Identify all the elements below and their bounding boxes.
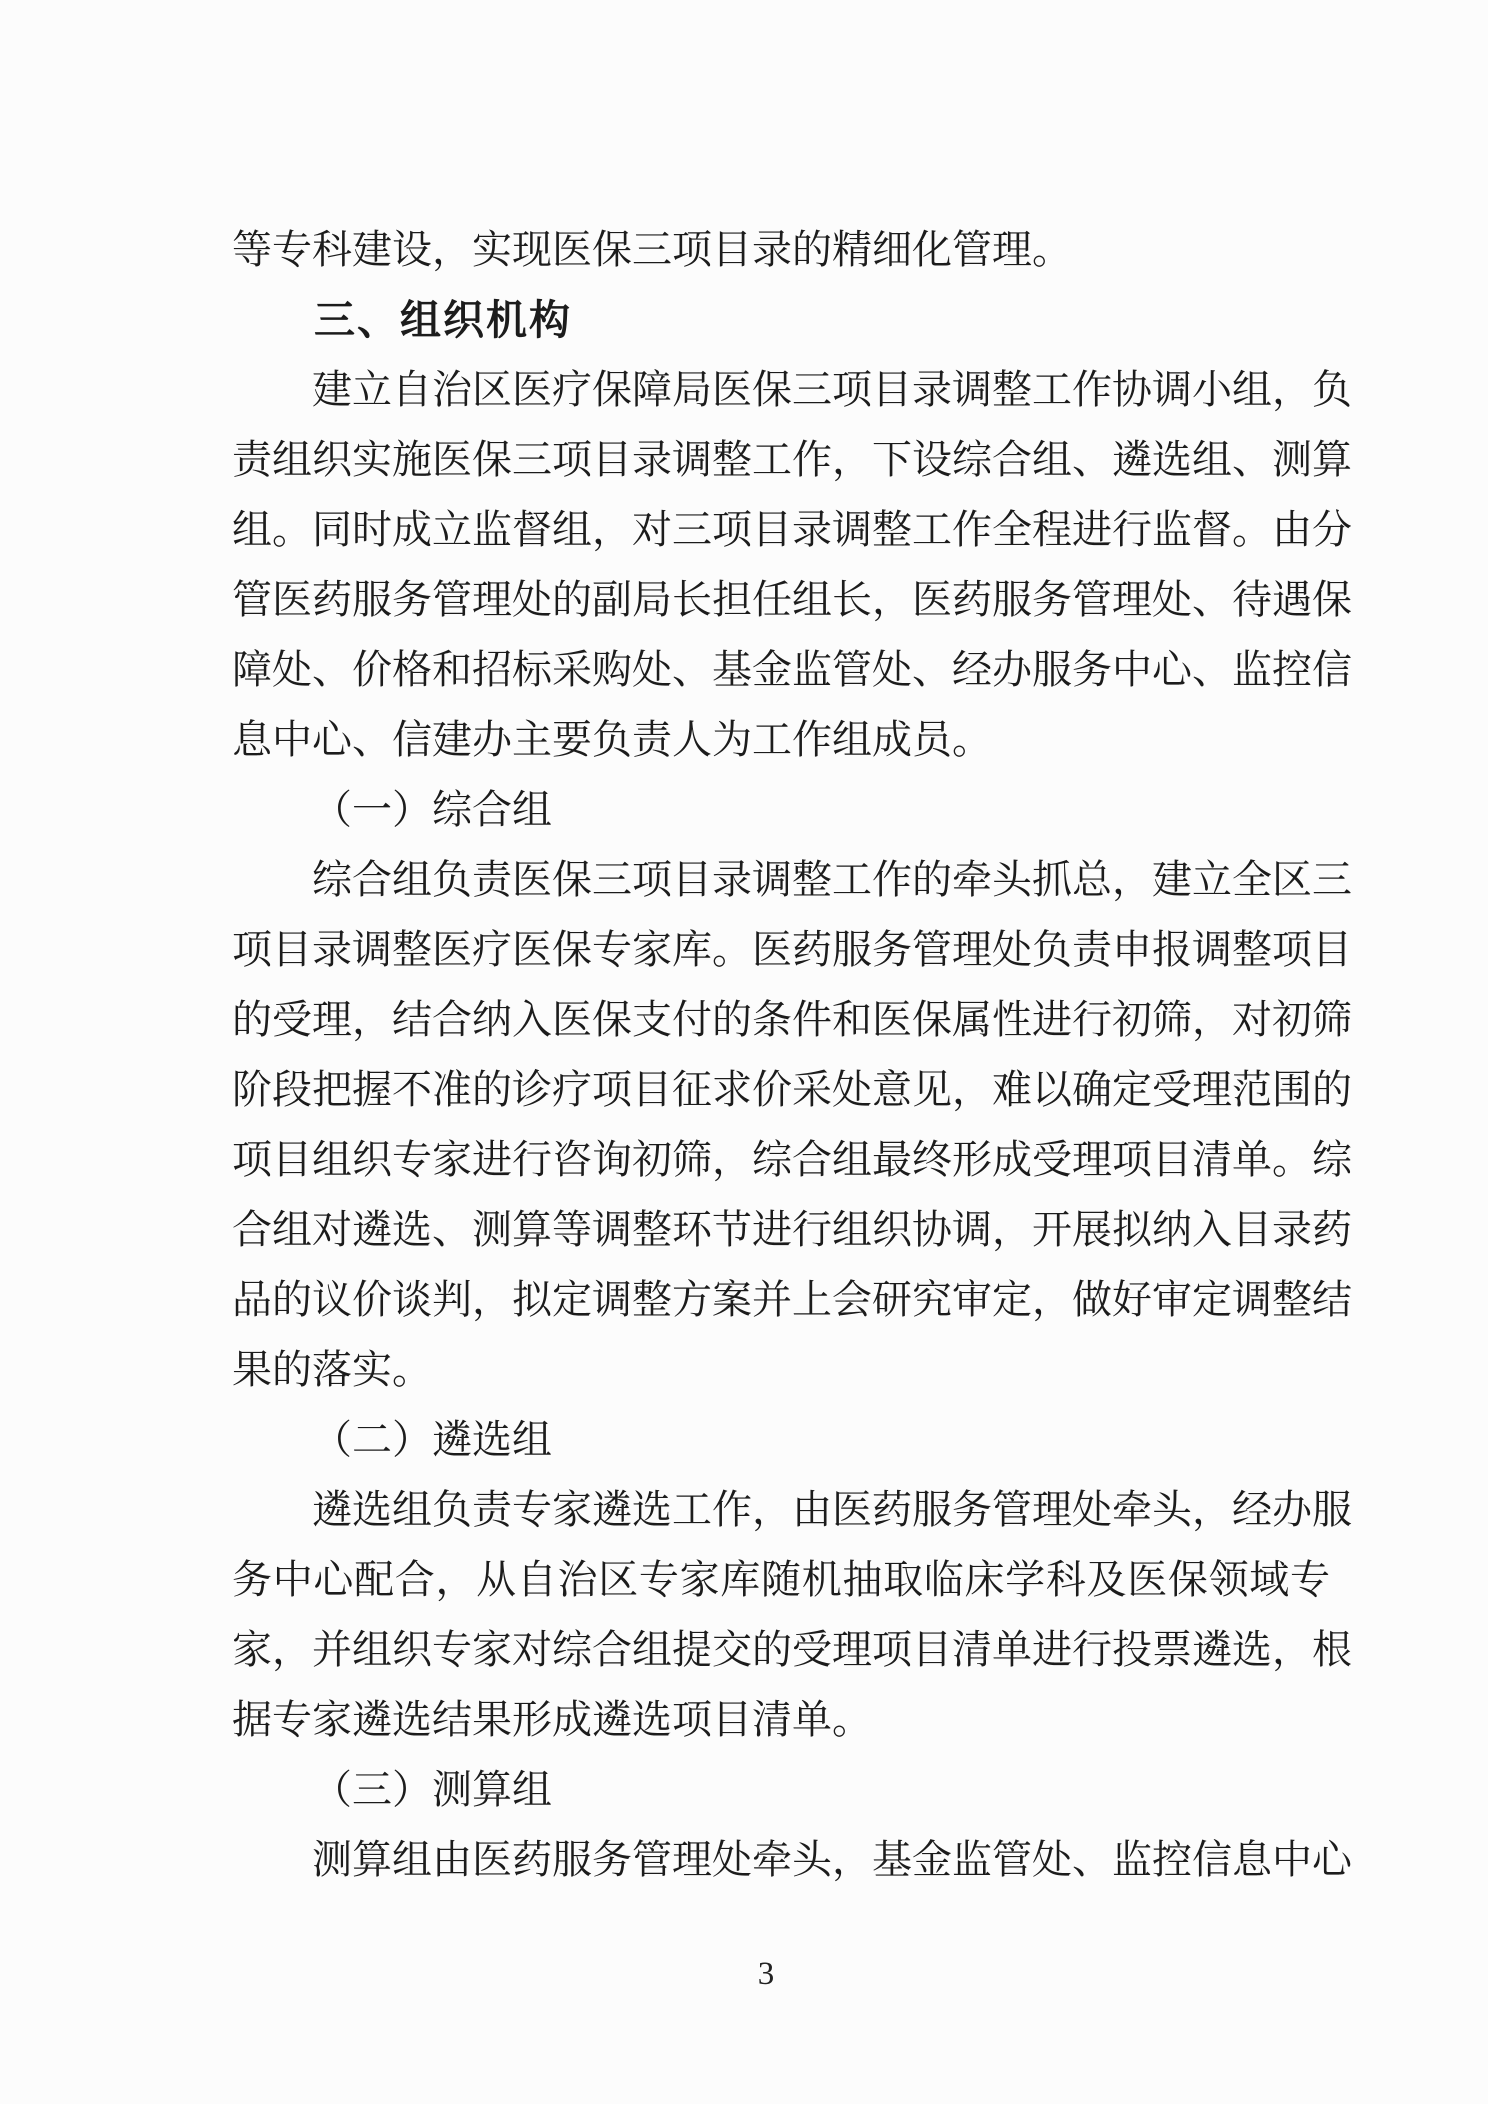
paragraph-comprehensive-group (232, 845, 1352, 1405)
body-line: 遴选组负责专家遴选工作，由医药服务管理处牵头，经办服 (312, 1487, 1352, 1532)
body-line: 责组织实施医保三项目录调整工作，下设综合组、遴选组、测算 (232, 437, 1352, 482)
document-body (232, 215, 1352, 1895)
section-heading-organization: 三、组织机构 (314, 297, 572, 343)
body-line: 果的落实。 (232, 1347, 432, 1392)
body-line: 综合组负责医保三项目录调整工作的牵头抓总，建立全区三 (312, 857, 1352, 902)
body-line: 务中心配合，从自治区专家库随机抽取临床学科及医保领域专 (232, 1557, 1330, 1602)
paragraph-selection-group (232, 1475, 1352, 1755)
body-line: 项目组织专家进行咨询初筛，综合组最终形成受理项目清单。综 (232, 1137, 1352, 1182)
page-footer (0, 1952, 1488, 1996)
body-line: 项目录调整医疗医保专家库。医药服务管理处负责申报调整项目 (232, 927, 1352, 972)
subsection-heading-comprehensive-group: （一）综合组 (312, 787, 552, 832)
page-number: 3 (757, 1956, 775, 1992)
body-line: 息中心、信建办主要负责人为工作组成员。 (232, 717, 992, 762)
paragraph-intro-continuation (232, 215, 1330, 285)
subsection-heading-calculation-group: （三）测算组 (312, 1767, 552, 1812)
body-line: 测算组由医药服务管理处牵头，基金监管处、监控信息中心 (312, 1837, 1352, 1882)
body-line: 品的议价谈判，拟定调整方案并上会研究审定，做好审定调整结 (232, 1277, 1352, 1322)
body-line: 建立自治区医疗保障局医保三项目录调整工作协调小组，负 (312, 367, 1352, 412)
body-line: 组。同时成立监督组，对三项目录调整工作全程进行监督。由分 (232, 507, 1352, 552)
body-line: 家，并组织专家对综合组提交的受理项目清单进行投票遴选，根 (232, 1627, 1352, 1672)
body-line: 管医药服务管理处的副局长担任组长，医药服务管理处、待遇保 (232, 577, 1352, 622)
paragraph-calculation-group (232, 1825, 1352, 1895)
body-line: 障处、价格和招标采购处、基金监管处、经办服务中心、监控信 (232, 647, 1352, 692)
body-line: 等专科建设，实现医保三项目录的精细化管理。 (232, 227, 1072, 272)
body-line: 据专家遴选结果形成遴选项目清单。 (232, 1697, 872, 1742)
subsection-heading-selection-group: （二）遴选组 (312, 1417, 552, 1462)
body-line: 阶段把握不准的诊疗项目征求价采处意见，难以确定受理范围的 (232, 1067, 1352, 1112)
paragraph-organization (232, 355, 1352, 775)
body-line: 的受理，结合纳入医保支付的条件和医保属性进行初筛，对初筛 (232, 997, 1352, 1042)
body-line: 合组对遴选、测算等调整环节进行组织协调，开展拟纳入目录药 (232, 1207, 1352, 1252)
